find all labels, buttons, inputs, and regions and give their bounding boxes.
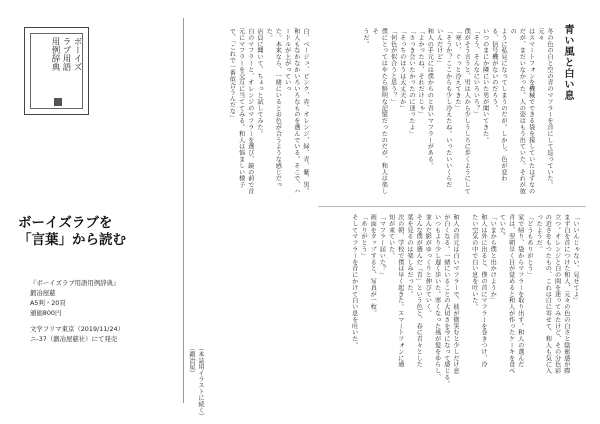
story-line: 僕がそう言うと、男は人から少しうしろに歩くようにして bbox=[463, 28, 471, 195]
story-line: 元にマフラーを交互に当ててみる。和人は悩ましい様子 bbox=[237, 28, 245, 188]
story-line: 次の朝、学校で僕は早く起きた。スマートフォンに通 bbox=[396, 214, 404, 368]
story-signature: （本誌用イラストに続く）（鍛冶屋） bbox=[188, 345, 204, 420]
column-divider bbox=[183, 18, 184, 403]
book-cover-title: ボーイズ ラブ用語 用例辞典 bbox=[50, 37, 82, 71]
book-name: 『ボーイズラブ用語用例辞典』 bbox=[30, 279, 120, 287]
story-bottom-right-block bbox=[470, 214, 580, 402]
story-top-block bbox=[330, 28, 554, 200]
story-mid-block bbox=[190, 28, 310, 200]
story-line: 「よかったね、それだけじゃ」 bbox=[417, 28, 425, 118]
story-line: で、「これで一番似合うんだな」 bbox=[228, 28, 236, 121]
story-line: た。本来なら、一緒にいるとお色が合うような感じだった。 bbox=[265, 28, 282, 188]
story-line: 知が来ていた。 bbox=[387, 214, 395, 259]
booth-info: ニ-37（鍛冶屋慈社）にて発売 bbox=[30, 335, 118, 343]
story-line: たい空気の中で白い息を吐いた。 bbox=[470, 214, 478, 310]
story-line: が白くなる。一緒にいることの大切さを今になって感じる。 bbox=[442, 214, 450, 387]
story-line: 立つ。オレンジと白の間を迷ってみたけど、その分色彩 bbox=[553, 214, 561, 374]
book-format: A5判・20頁 bbox=[30, 299, 66, 307]
story-line: 「いいんじゃない、見せてよ」 bbox=[572, 214, 579, 304]
book-cover bbox=[24, 27, 89, 115]
book-info bbox=[30, 278, 124, 344]
story-line: 「いまから僕と出かけようか」 bbox=[489, 214, 497, 304]
story-line: 和人は外に出ると、僕の首にマフラーを巻きつけ、冷 bbox=[479, 214, 487, 368]
story-bottom-mid-block bbox=[210, 214, 460, 402]
story-line: そんな僕が選んだ「青」という色と、春に青々とした bbox=[415, 214, 423, 368]
story-line: 白のマフラーと、オレンジのマフラーを選び、鏡の前で首 bbox=[246, 28, 254, 195]
story-line: 並んだ影がゆっくりと伸びていく。 bbox=[424, 214, 432, 317]
story-line: うだ。 bbox=[361, 28, 369, 48]
story-line: 「どうもありがとう」 bbox=[525, 214, 533, 278]
book-cover-stamp-icon bbox=[54, 98, 62, 106]
story-line: いつもより少し遅く歩いた。寒くなった風が髪をゆらし、 bbox=[433, 214, 441, 381]
book-author: 鍛冶屋慈 bbox=[30, 289, 56, 297]
book-price: 頒価800円 bbox=[30, 309, 62, 317]
story-line: 和人もなかなかいろいろなものを選んでいる。そこで、ハードルが上がっていっ bbox=[283, 28, 300, 195]
story-line: 冬の色の白と空の青のマフラーを首にして巡っていた。元々 bbox=[536, 28, 553, 188]
story-line: だが、まだいなかった。人の姿はもう出ていた。それが彼の bbox=[509, 28, 526, 195]
story-line: ったようだ。 bbox=[535, 214, 543, 253]
story-line: 青は、翌朝早く目が覚めると和人が作ったケーキを食べ bbox=[507, 214, 515, 374]
story-line: 「ありがとう」 bbox=[359, 214, 367, 259]
story-line: 和人の首元は白いマフラーで、彼が微笑むと少しだけ息 bbox=[452, 214, 459, 374]
story-line: いつのまにか隣にいた男が聞いてきた。 bbox=[481, 28, 489, 144]
story-line: の近さをもつたもの、これは白に寄せて、和人も気に入 bbox=[544, 214, 552, 374]
story-line: 画面をタップすると、写真が一枚。 bbox=[369, 214, 377, 317]
story-line: そしてマフラーを首にかけて白い息を吐いた。 bbox=[350, 214, 358, 349]
story-line: 白、ベージュ、ピンク、赤、オレンジ、緑、青、紫、黒。 bbox=[302, 28, 309, 195]
story-line: 「何色が似合うと思う？」 bbox=[389, 28, 397, 105]
story-line: 僕にとってはやたら鮮明な記憶だったのだが、和人は楽しそ bbox=[371, 28, 388, 195]
story-line: はスマートフォンを機械でできる袋を探していたはずなの bbox=[527, 28, 535, 195]
story-line: 「マフラー届いた？」 bbox=[378, 214, 386, 278]
story-line: 「そう、そんなにいろいろ？」 bbox=[472, 28, 480, 118]
story-line: ように私見になってしまうのだが。しかし、色が変わ bbox=[499, 28, 507, 182]
story-line: 店員に聞いて、ちょっと試してみた。 bbox=[255, 28, 263, 137]
story-line: 「さっき会いたかったのに迷ったよ」 bbox=[407, 28, 415, 137]
story-line: ていた。 bbox=[498, 214, 506, 240]
section-divider bbox=[318, 206, 586, 207]
story-line: 「寒い、ぐっと冷えてきた」 bbox=[453, 28, 461, 112]
story-line: る、信号機がないのだろう。 bbox=[490, 28, 498, 112]
story-line: 「そうか？ここからも少し冷えたね。いったいいくらだ bbox=[444, 28, 452, 188]
story-line: まず白を首につけた和人、元々の色の白さと陰影感が際 bbox=[562, 214, 570, 374]
story-line: 「そっちのほうは大丈夫か」 bbox=[398, 28, 406, 112]
story-line: 和人の手元には僕からのと青いマフラーがある。 bbox=[426, 28, 434, 169]
story-title: 青い風と白い息 bbox=[562, 24, 573, 101]
story-line: 家で帰り、袋からマフラーを取り出す。和人の選んだ bbox=[516, 214, 524, 368]
story-line: 葉を見るのは楽しみだった。 bbox=[405, 214, 413, 298]
story-line: いんだけど」 bbox=[435, 28, 443, 67]
event-name: 文学フリマ東京（2019/11/24） bbox=[30, 325, 124, 333]
feature-title: ボーイズラブを 「言葉」から読む bbox=[18, 215, 126, 248]
